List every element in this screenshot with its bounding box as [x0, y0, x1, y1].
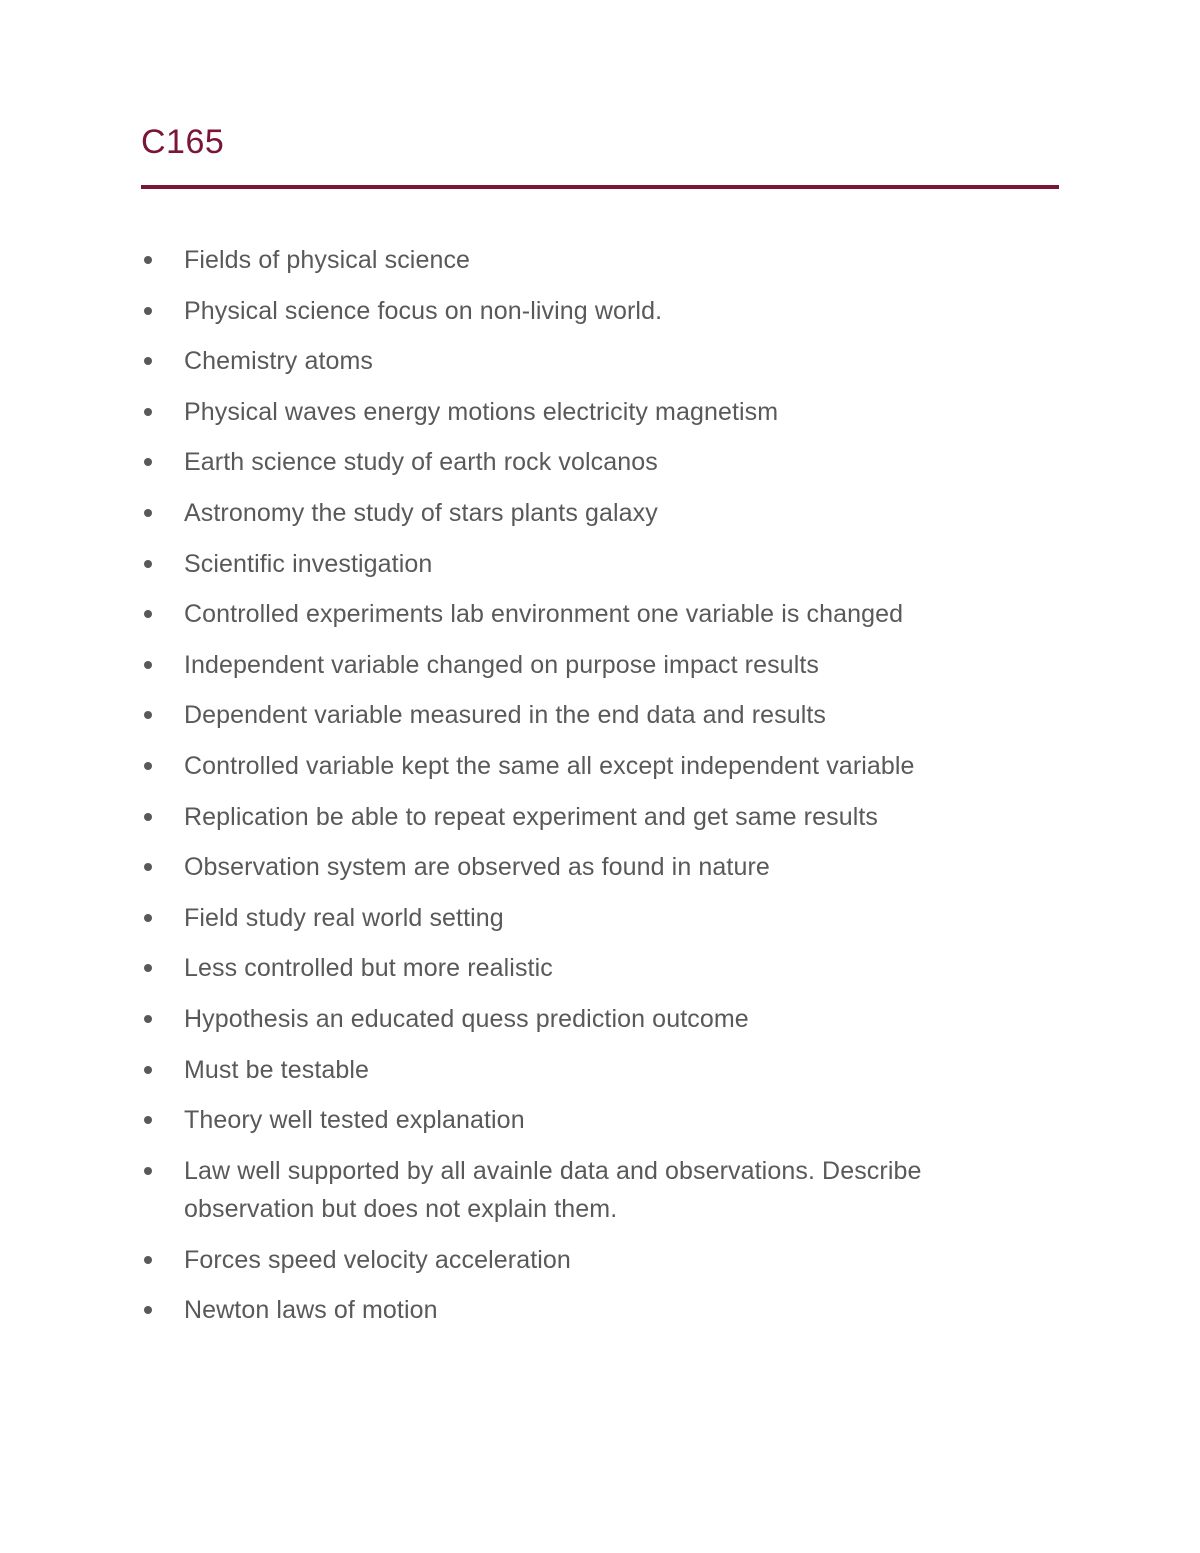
list-item — [141, 1291, 1021, 1330]
page-title: C165 — [141, 123, 225, 161]
list-item — [141, 443, 1021, 482]
bullet-dot-icon — [144, 1116, 152, 1124]
list-item-text: Earth science study of earth rock volcanos — [184, 448, 658, 477]
list-item — [141, 848, 1021, 887]
list-item-text: Forces speed velocity acceleration — [184, 1245, 571, 1274]
bullet-list — [141, 241, 1021, 1342]
list-item-text: Physical waves energy motions electricity magnetism — [184, 397, 779, 426]
bullet-dot-icon — [144, 914, 152, 922]
list-item-text: Observation system are observed as found in nature — [184, 853, 770, 882]
bullet-dot-icon — [144, 610, 152, 618]
bullet-dot-icon — [144, 560, 152, 568]
list-item — [141, 595, 1021, 634]
bullet-dot-icon — [144, 1256, 152, 1264]
list-item-text: Must be testable — [184, 1055, 370, 1084]
bullet-dot-icon — [144, 711, 152, 719]
list-item — [141, 899, 1021, 938]
bullet-dot-icon — [144, 762, 152, 770]
list-item-text: Physical science focus on non-living world. — [184, 296, 663, 325]
bullet-dot-icon — [144, 458, 152, 466]
list-item — [141, 1051, 1021, 1090]
bullet-dot-icon — [144, 307, 152, 315]
list-item — [141, 646, 1021, 685]
list-item — [141, 292, 1021, 331]
list-item-text: Field study real world setting — [184, 903, 504, 932]
list-item — [141, 696, 1021, 735]
list-item-text: Fields of physical science — [184, 246, 471, 274]
list-item-text: Scientific investigation — [184, 549, 433, 578]
bullet-dot-icon — [144, 863, 152, 871]
bullet-dot-icon — [144, 1015, 152, 1023]
list-item — [141, 494, 1021, 533]
list-item — [141, 1000, 1021, 1039]
bullet-dot-icon — [144, 509, 152, 517]
bullet-dot-icon — [144, 357, 152, 365]
list-item-text: Controlled variable kept the same all except independent variable — [184, 751, 915, 780]
list-item — [141, 949, 1021, 988]
list-item-text: Theory well tested explanation — [184, 1106, 525, 1135]
list-item — [141, 798, 1021, 837]
list-item — [141, 393, 1021, 432]
bullet-dot-icon — [144, 256, 152, 264]
list-item — [141, 241, 1021, 280]
list-item-text: Dependent variable measured in the end data and results — [184, 701, 827, 730]
bullet-dot-icon — [144, 1066, 152, 1074]
bullet-dot-icon — [144, 661, 152, 669]
list-item-text: Independent variable changed on purpose impact results — [184, 650, 819, 679]
list-item-text: Law well supported by all avainle data and observations. Describe observation but does not explain them. — [184, 1156, 922, 1224]
list-item-text: Controlled experiments lab environment one variable is changed — [184, 600, 904, 629]
list-item — [141, 1152, 1021, 1229]
bullet-dot-icon — [144, 408, 152, 416]
list-item-text: Astronomy the study of stars plants galaxy — [184, 498, 658, 527]
bullet-dot-icon — [144, 1167, 152, 1175]
list-item-text: Newton laws of motion — [184, 1296, 438, 1325]
bullet-dot-icon — [144, 964, 152, 972]
list-item — [141, 1241, 1021, 1280]
title-underline-rule — [141, 185, 1059, 189]
bullet-dot-icon — [144, 1306, 152, 1314]
list-item — [141, 1101, 1021, 1140]
list-item — [141, 545, 1021, 584]
list-item — [141, 342, 1021, 381]
list-item-text: Less controlled but more realistic — [184, 954, 553, 983]
bullet-dot-icon — [144, 813, 152, 821]
list-item — [141, 747, 1021, 786]
list-item-text: Replication be able to repeat experiment and get same results — [184, 802, 879, 831]
list-item-text: Hypothesis an educated quess prediction outcome — [184, 1004, 749, 1033]
list-item-text: Chemistry atoms — [184, 347, 374, 376]
